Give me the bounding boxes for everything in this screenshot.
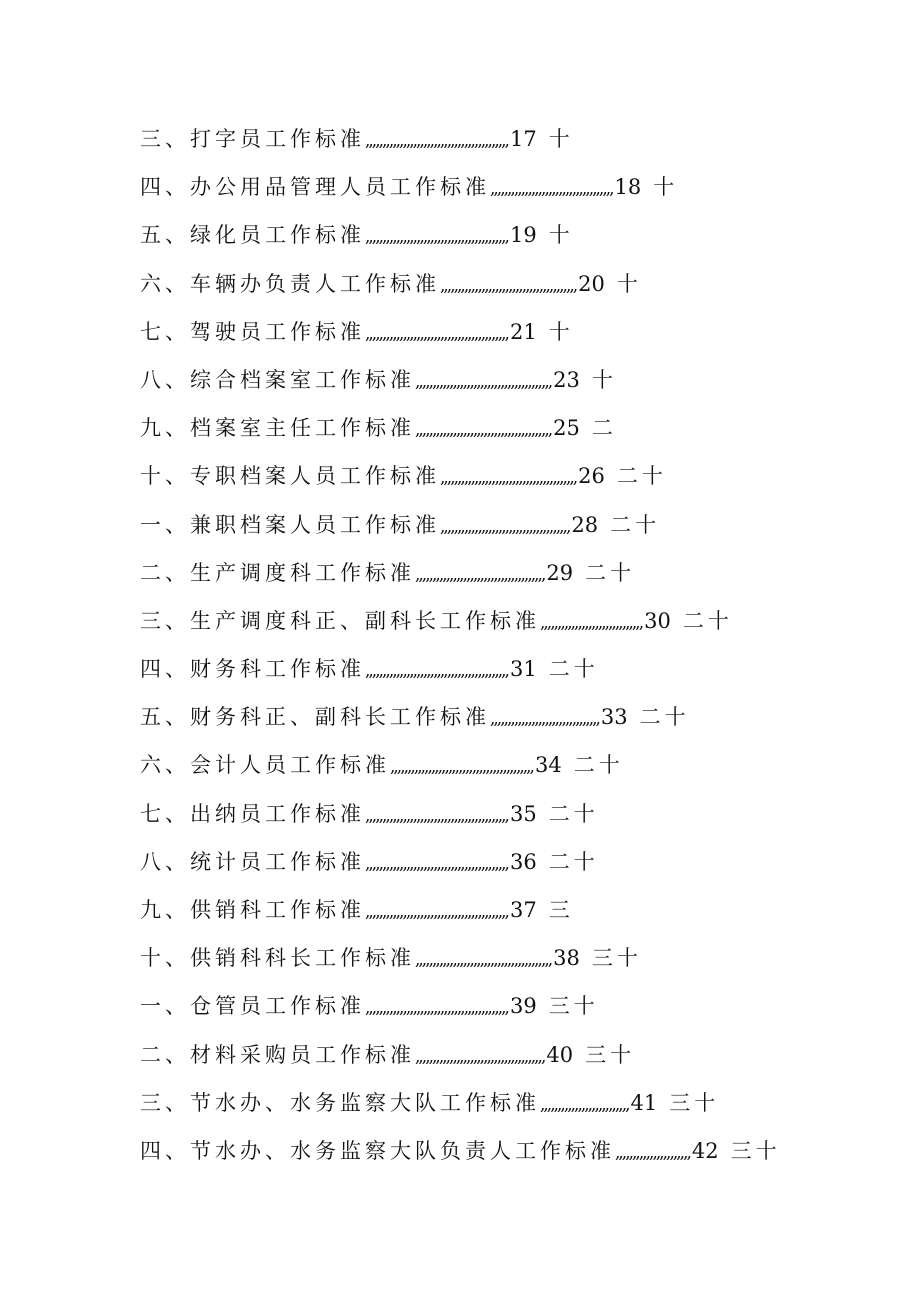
toc-entry-suffix: 二十 (616, 464, 667, 489)
toc-entry-page: 23 (553, 367, 580, 392)
toc-entry-leader: ,,,,,,,,,,,,,,,,,,,,,,,,,,,,,, (540, 612, 643, 633)
toc-entry-suffix: 二十 (548, 657, 599, 682)
toc-entry-leader: ,,,,,,,,,,,,,,,,,,,,,,,,,,,,,,,,,,,,,,,,,, (365, 227, 508, 248)
toc-entry-title: 三、节水办、水务监察大队工作标准 (140, 1090, 540, 1115)
toc-entry-suffix: 十 (616, 271, 642, 296)
toc-entry-suffix: 三十 (730, 1138, 781, 1163)
toc-entry-suffix: 三十 (669, 1090, 720, 1115)
toc-entry-leader: ,,,,,,,,,,,,,,,,,,,,,,,,,,,,,,,,,,,,,,,,,, (365, 323, 508, 344)
toc-entry-leader: ,,,,,,,,,,,,,,,,,,,,,,,,,,,,,,,,,,,,,,,, (440, 275, 577, 296)
toc-entry[interactable] (140, 934, 900, 982)
toc-entry[interactable] (140, 404, 900, 452)
toc-entry-title: 一、仓管员工作标准 (140, 994, 365, 1019)
toc-entry-suffix: 三 (548, 898, 574, 922)
toc-entry-page: 28 (571, 512, 599, 537)
toc-entry-title: 五、财务科正、副科长工作标准 (140, 705, 490, 730)
toc-entry-leader: ,,,,,,,,,,,,,,,,,,,,,,,,,,,,,,,,,,,,,,,, (415, 371, 552, 392)
toc-entry[interactable] (140, 790, 900, 838)
toc-entry[interactable] (140, 501, 900, 549)
toc-entry-leader: ,,,,,,,,,,,,,,,,,,,,,,,,,,,,,,,,,,,, (490, 179, 613, 200)
toc-entry-suffix: 二十 (585, 560, 636, 585)
toc-entry[interactable] (140, 163, 900, 211)
toc-entry-page: 34 (534, 753, 562, 778)
toc-entry-leader: ,,,,,,,,,,,,,,,,,,,,,,,,,,,,,,,,,,,,,,,, (440, 468, 577, 489)
toc-entry[interactable] (140, 356, 900, 404)
toc-entry-page: 29 (546, 560, 574, 585)
toc-entry-page: 21 (509, 319, 537, 344)
toc-entry-leader: ,,,,,,,,,,,,,,,,,,,,,,,,,, (540, 1094, 629, 1115)
toc-entry-leader: ,,,,,,,,,,,,,,,,,,,,,,,,,,,,,,,,,,,,,,,,,, (365, 661, 508, 682)
toc-entry-title: 九、档案室主任工作标准 (140, 416, 415, 441)
toc-entry-title: 八、综合档案室工作标准 (140, 367, 415, 392)
toc-entry-page: 30 (644, 608, 671, 633)
toc-entry-suffix: 十 (548, 319, 574, 344)
toc-entry-title: 十、专职档案人员工作标准 (140, 464, 440, 489)
toc-entry[interactable] (140, 549, 900, 597)
toc-entry-page: 42 (691, 1138, 719, 1163)
toc-entry-page: 37 (509, 898, 537, 922)
toc-entry-suffix: 十 (548, 223, 574, 248)
toc-entry-page: 19 (509, 223, 537, 248)
toc-entry-leader: ,,,,,,,,,,,,,,,,,,,,,, (615, 1142, 690, 1163)
toc-entry[interactable] (140, 693, 900, 741)
toc-entry-suffix: 二十 (610, 512, 661, 537)
table-of-contents (140, 115, 900, 1175)
toc-entry-leader: ,,,,,,,,,,,,,,,,,,,,,,,,,,,,,,,,,,,,,,,,,, (365, 805, 508, 826)
toc-entry-title: 七、出纳员工作标准 (140, 801, 365, 826)
toc-entry-title: 三、打字员工作标准 (140, 127, 365, 151)
toc-entry-page: 41 (630, 1090, 658, 1115)
toc-entry-leader: ,,,,,,,,,,,,,,,,,,,,,,,,,,,,,,,,,,,,,,,,,, (365, 902, 508, 922)
toc-entry-page: 35 (509, 801, 537, 826)
toc-entry[interactable] (140, 452, 900, 500)
toc-entry-title: 十、供销科科长工作标准 (140, 946, 415, 971)
toc-entry-page: 26 (578, 464, 605, 489)
toc-entry-title: 九、供销科工作标准 (140, 898, 365, 922)
toc-entry-leader: ,,,,,,,,,,,,,,,,,,,,,,,,,,,,,,,,,,,,,,,,,, (365, 853, 508, 874)
toc-entry-suffix: 二十 (548, 801, 599, 826)
toc-entry-title: 四、财务科工作标准 (140, 657, 365, 682)
toc-entry[interactable] (140, 1031, 900, 1079)
toc-entry[interactable] (140, 115, 900, 163)
toc-entry-suffix: 二十 (573, 753, 624, 778)
toc-entry-suffix: 二十 (639, 705, 690, 730)
toc-entry[interactable] (140, 260, 900, 308)
toc-entry-title: 四、节水办、水务监察大队负责人工作标准 (140, 1138, 615, 1163)
toc-entry[interactable] (140, 1079, 900, 1127)
toc-entry-page: 20 (578, 271, 605, 296)
toc-entry-suffix: 二 (591, 416, 617, 441)
toc-entry-suffix: 十 (591, 367, 617, 392)
toc-entry-page: 36 (509, 849, 537, 874)
toc-entry-page: 18 (614, 175, 642, 200)
toc-entry[interactable] (140, 1127, 900, 1175)
toc-entry-title: 四、办公用品管理人员工作标准 (140, 175, 490, 200)
toc-entry-leader: ,,,,,,,,,,,,,,,,,,,,,,,,,,,,,,,,,,,,,, (415, 1046, 545, 1067)
toc-entry-title: 一、兼职档案人员工作标准 (140, 512, 440, 537)
toc-entry-page: 33 (600, 705, 628, 730)
toc-entry[interactable] (140, 741, 900, 789)
toc-entry-title: 三、生产调度科正、副科长工作标准 (140, 608, 540, 633)
toc-entry-suffix: 三十 (585, 1042, 636, 1067)
toc-entry-leader: ,,,,,,,,,,,,,,,,,,,,,,,,,,,,,,,,,,,,,,,,,, (390, 757, 533, 778)
toc-entry-title: 六、会计人员工作标准 (140, 753, 390, 778)
toc-entry-suffix: 三十 (548, 994, 599, 1019)
toc-entry-suffix: 十 (548, 127, 574, 151)
toc-entry-leader: ,,,,,,,,,,,,,,,,,,,,,,,,,,,,,,,,,,,,,,,,,, (365, 998, 508, 1019)
toc-entry-title: 七、驾驶员工作标准 (140, 319, 365, 344)
toc-entry-page: 17 (509, 127, 537, 151)
toc-entry-suffix: 十 (653, 175, 679, 200)
toc-entry[interactable] (140, 211, 900, 259)
toc-entry-page: 40 (546, 1042, 574, 1067)
toc-entry-leader: ,,,,,,,,,,,,,,,,,,,,,,,,,,,,,,,, (490, 709, 599, 730)
toc-entry-title: 八、统计员工作标准 (140, 849, 365, 874)
toc-entry-suffix: 二十 (548, 849, 599, 874)
toc-entry-title: 五、绿化员工作标准 (140, 223, 365, 248)
toc-entry-leader: ,,,,,,,,,,,,,,,,,,,,,,,,,,,,,,,,,,,,,, (440, 516, 570, 537)
toc-entry[interactable] (140, 308, 900, 356)
toc-entry-page: 25 (553, 416, 580, 441)
toc-entry-page: 38 (553, 946, 580, 971)
toc-entry-page: 31 (509, 657, 537, 682)
toc-entry-page: 39 (509, 994, 537, 1019)
toc-entry[interactable] (140, 982, 900, 1030)
toc-entry-leader: ,,,,,,,,,,,,,,,,,,,,,,,,,,,,,,,,,,,,,,,,,, (365, 131, 508, 151)
toc-entry[interactable] (140, 838, 900, 886)
toc-entry-leader: ,,,,,,,,,,,,,,,,,,,,,,,,,,,,,,,,,,,,,, (415, 564, 545, 585)
toc-entry-suffix: 二十 (682, 608, 733, 633)
toc-entry[interactable] (140, 645, 900, 693)
toc-entry-leader: ,,,,,,,,,,,,,,,,,,,,,,,,,,,,,,,,,,,,,,,, (415, 950, 552, 971)
toc-entry-title: 二、材料采购员工作标准 (140, 1042, 415, 1067)
toc-entry[interactable] (140, 886, 900, 934)
toc-entry-suffix: 三十 (591, 946, 642, 971)
toc-entry[interactable] (140, 597, 900, 645)
toc-entry-title: 六、车辆办负责人工作标准 (140, 271, 440, 296)
toc-entry-title: 二、生产调度科工作标准 (140, 560, 415, 585)
toc-entry-leader: ,,,,,,,,,,,,,,,,,,,,,,,,,,,,,,,,,,,,,,,, (415, 420, 552, 441)
